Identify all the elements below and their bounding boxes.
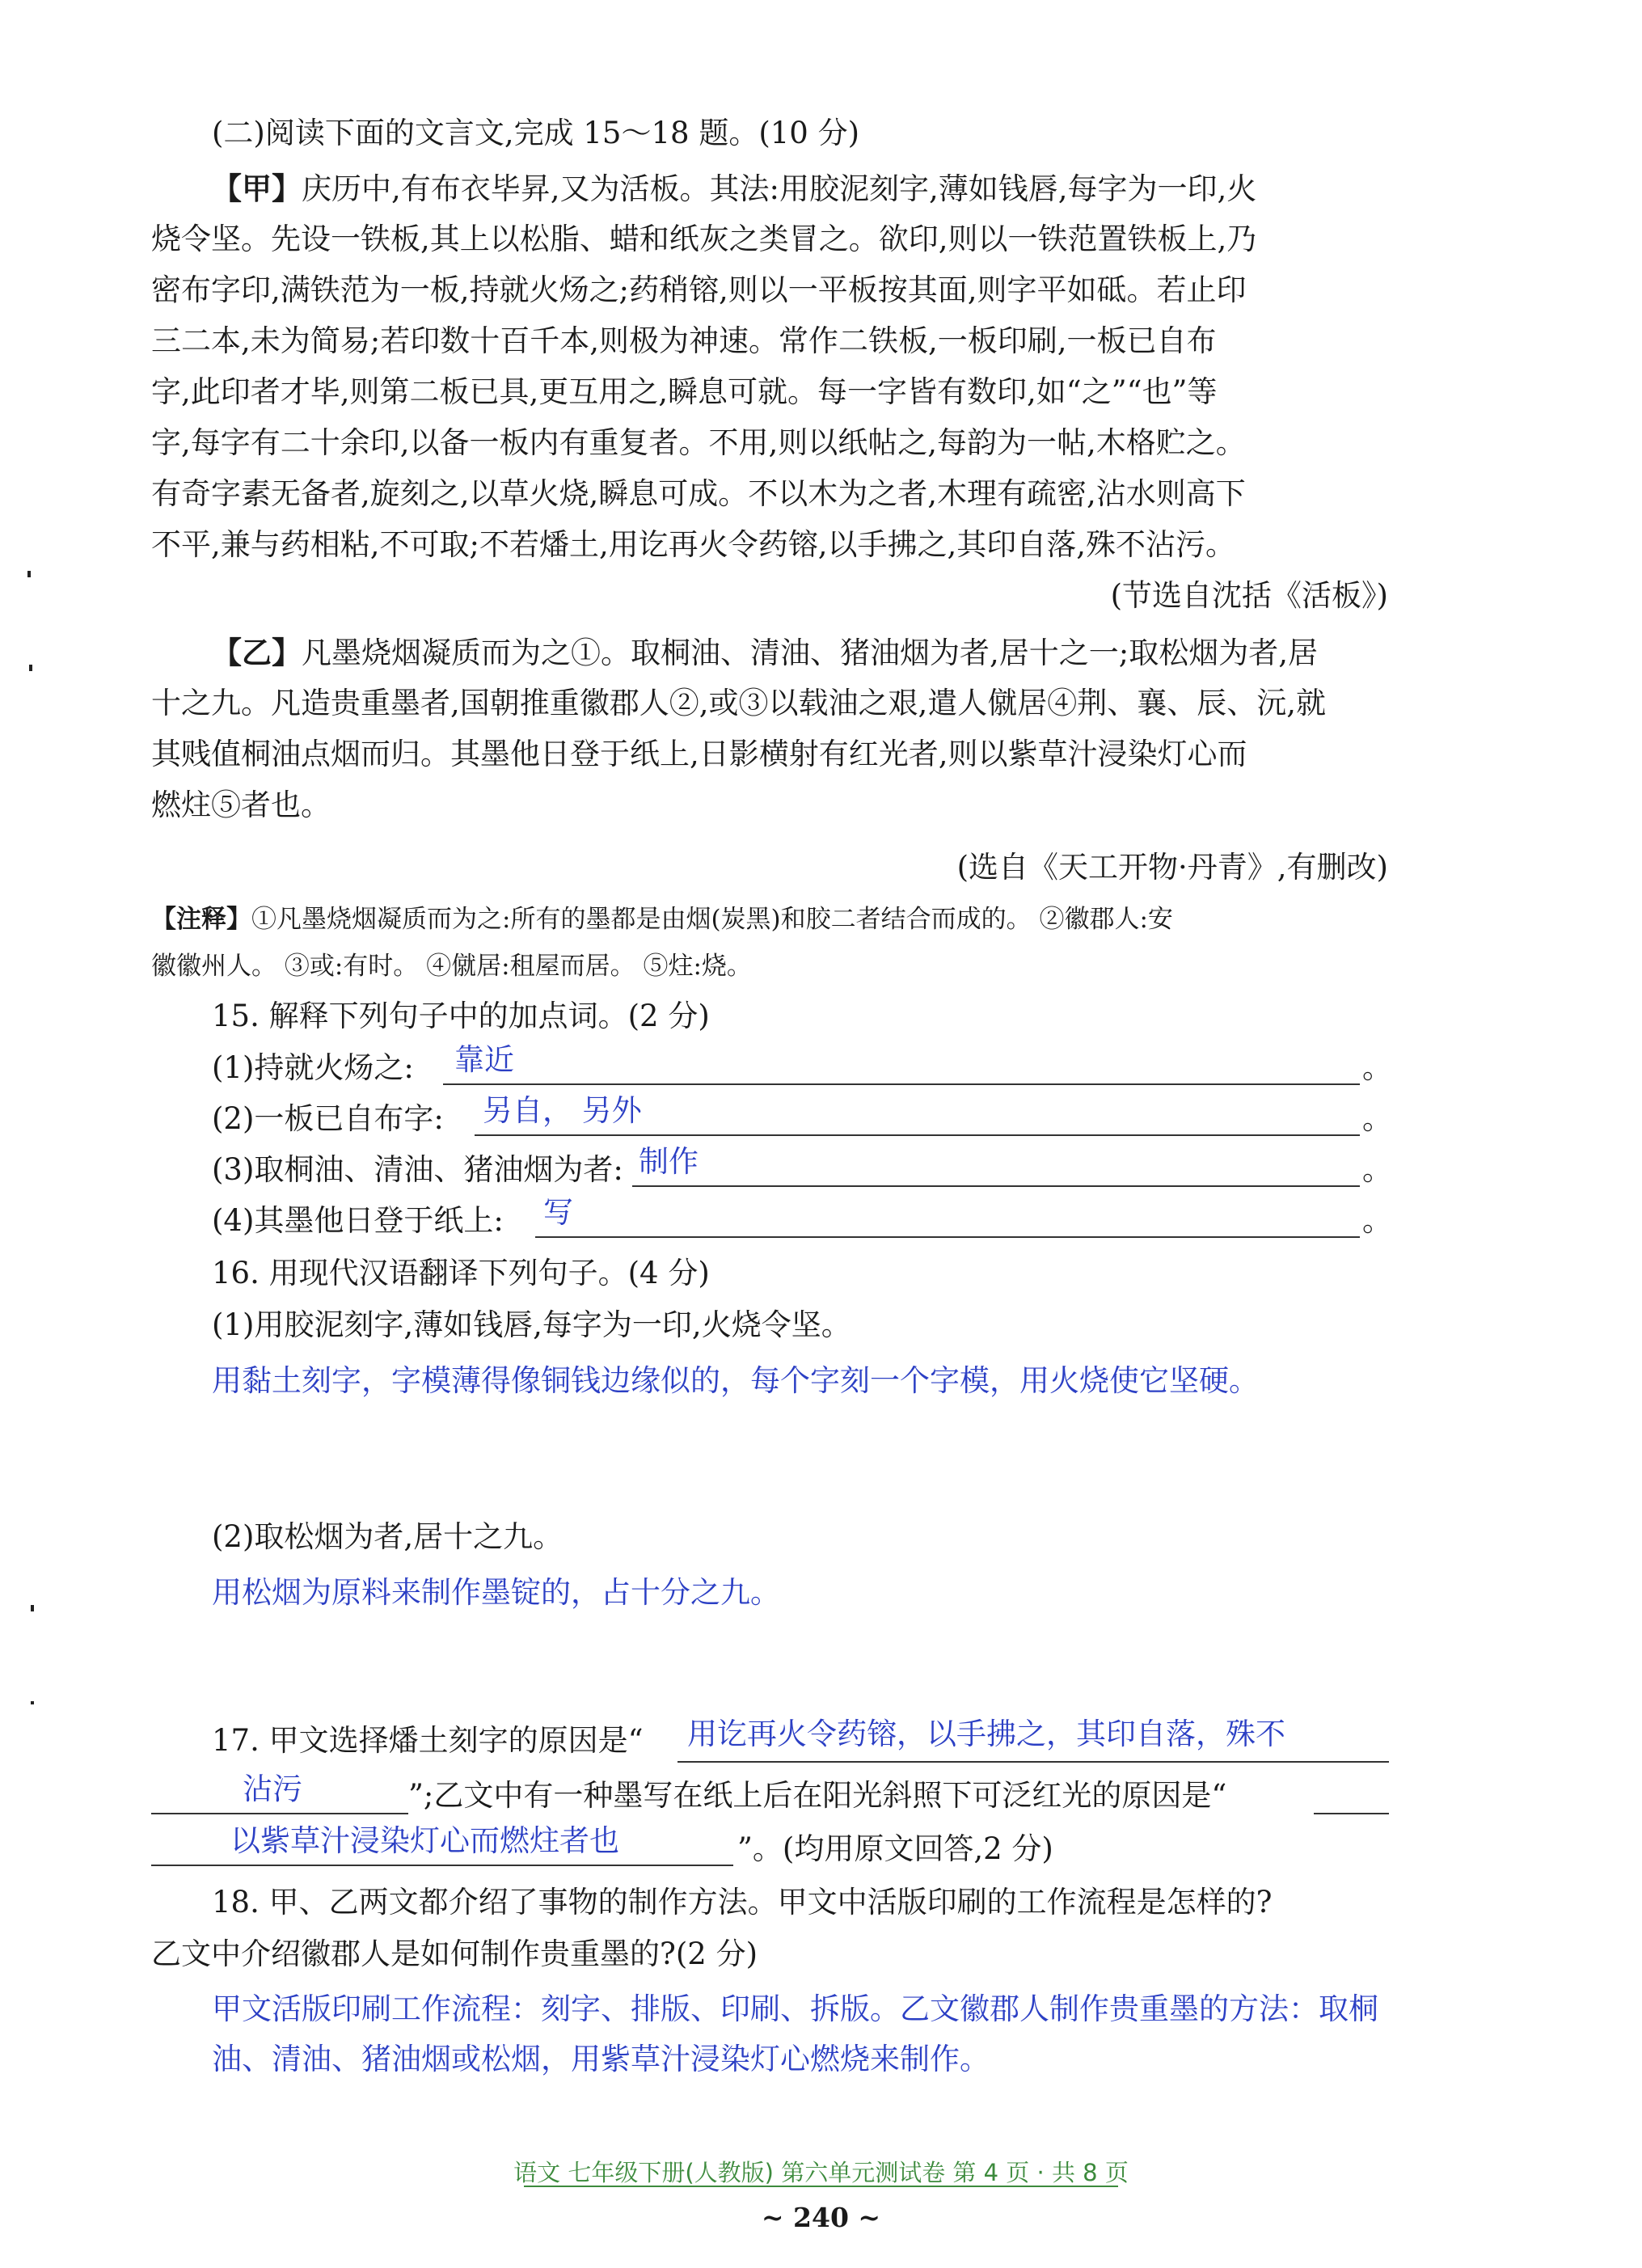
q15-item-2: (2)一板已自布字: 另自， 另外 。: [212, 1096, 1392, 1141]
footer-rule: [524, 2186, 1118, 2187]
q15-answer-1[interactable]: 靠近: [454, 1042, 514, 1077]
q17-part1: 17. 甲文选择燔土刻字的原因是“: [212, 1723, 644, 1758]
q15-item-4: (4)其墨他日登于纸上: 写 。: [212, 1197, 1392, 1243]
text-a-line: 三二本,未为简易;若印数十百千本,则极为神速。常作二铁板,一板印刷,一板已自布: [151, 323, 1217, 358]
q17-part3: ”。(均用原文回答,2 分): [737, 1831, 1053, 1866]
q16-answer-2[interactable]: 用松烟为原料来制作墨锭的，占十分之九。: [212, 1575, 780, 1610]
text-b-line: 十之九。凡造贵重墨者,国朝推重徽郡人②,或③以载油之艰,遣人僦居④荆、襄、辰、沅,就: [151, 686, 1327, 720]
q17-answer-1a[interactable]: 用讫再火令药镕，以手拂之，其印自落，殊不: [687, 1717, 1285, 1751]
footer-caption: 语文 七年级下册(人教版) 第六单元测试卷 第 4 页 · 共 8 页: [513, 2159, 1129, 2186]
text-a-line: 不平,兼与药相粘,不可取;不若燔土,用讫再火令药镕,以手拂之,其印自落,殊不沾污。: [151, 527, 1236, 562]
text-a-line: 字,此印者才毕,则第二板已具,更互用之,瞬息可就。每一字皆有数印,如“之”“也”等: [151, 374, 1218, 409]
q18-answer-line-2[interactable]: 油、清油、猪油烟或松烟，用紫草汁浸染灯心燃烧来制作。: [212, 2042, 990, 2076]
notes-line: 徽徽州人。 ③或:有时。 ④僦居:租屋而居。 ⑤炷:烧。: [151, 952, 752, 981]
q18-line-1: 18. 甲、乙两文都介绍了事物的制作方法。甲文中活版印刷的工作流程是怎样的?: [212, 1885, 1273, 1920]
text-b-line: 【乙】凡墨烧烟凝质而为之①。取桐油、清油、猪油烟为者,居十之一;取松烟为者,居: [212, 635, 1318, 670]
q17-answer-2[interactable]: 以紫草汁浸染灯心而燃炷者也: [230, 1823, 619, 1858]
q18-answer-line-1[interactable]: 甲文活版印刷工作流程：刻字、排版、印刷、拆版。乙文徽郡人制作贵重墨的方法：取桐: [212, 1991, 1378, 2026]
text-a-line: 字,每字有二十余印,以备一板内有重复者。不用,则以纸帖之,每韵为一帖,木格贮之。: [151, 425, 1246, 460]
text-a-line: 有奇字素无备者,旋刻之,以草火烧,瞬息可成。不以木为之者,木理有疏密,沾水则高下: [151, 476, 1246, 511]
q15-stem: 15. 解释下列句子中的加点词。(2 分): [212, 999, 710, 1033]
q16-sentence-1: (1)用胶泥刻字,薄如钱唇,每字为一印,火烧令坚。: [212, 1307, 851, 1342]
margin-mark: [29, 665, 32, 671]
notes-line: 【注释】①凡墨烧烟凝质而为之:所有的墨都是由烟(炭黑)和胶二者结合而成的。 ②徽郡人:安: [151, 905, 1173, 934]
q15-answer-2[interactable]: 另自， 另外: [483, 1093, 642, 1128]
q16-sentence-2: (2)取松烟为者,居十之九。: [212, 1519, 564, 1554]
q16-stem: 16. 用现代汉语翻译下列句子。(4 分): [212, 1256, 710, 1290]
q15-answer-3[interactable]: 制作: [639, 1144, 699, 1179]
page-number: ~ 240 ~: [761, 2202, 881, 2233]
text-b-source: (选自《天工开物·丹青》,有删改): [956, 850, 1388, 885]
margin-mark: [31, 1701, 34, 1704]
q18-line-2: 乙文中介绍徽郡人是如何制作贵重墨的?(2 分): [151, 1936, 758, 1971]
q15-answer-4[interactable]: 写: [543, 1195, 573, 1230]
text-a-line: 密布字印,满铁范为一板,持就火炀之;药稍镕,则以一平板按其面,则字平如砥。若止印: [151, 272, 1247, 307]
notes-tag: 【注释】: [151, 905, 251, 934]
text-a-tag: 【甲】: [212, 171, 302, 206]
text-b-line: 其贱值桐油点烟而归。其墨他日登于纸上,日影横射有红光者,则以紫草汁浸染灯心而: [151, 737, 1247, 771]
text-a-line: 烧令坚。先设一铁板,其上以松脂、蜡和纸灰之类冒之。欲印,则以一铁范置铁板上,乃: [151, 222, 1257, 256]
margin-mark: [27, 571, 31, 577]
text-b-tag: 【乙】: [212, 635, 302, 670]
margin-mark: [31, 1605, 34, 1611]
q17-part2: ”;乙文中有一种墨写在纸上后在阳光斜照下可泛红光的原因是“: [408, 1778, 1227, 1813]
q17-answer-1b[interactable]: 沾污: [243, 1772, 302, 1806]
text-a-source: (节选自沈括《活板》): [1110, 578, 1388, 613]
text-a-line: 【甲】庆历中,有布衣毕昇,又为活板。其法:用胶泥刻字,薄如钱唇,每字为一印,火: [212, 171, 1257, 206]
q16-answer-1[interactable]: 用黏土刻字，字模薄得像铜钱边缘似的，每个字刻一个字模，用火烧使它坚硬。: [212, 1363, 1259, 1398]
q15-item-3: (3)取桐油、清油、猪油烟为者: 制作 。: [212, 1147, 1392, 1192]
section-heading: (二)阅读下面的文言文,完成 15～18 题。(10 分): [212, 116, 860, 150]
q15-item-1: (1)持就火炀之: 靠近 。: [212, 1045, 1392, 1090]
text-b-line: 燃炷⑤者也。: [151, 788, 331, 822]
